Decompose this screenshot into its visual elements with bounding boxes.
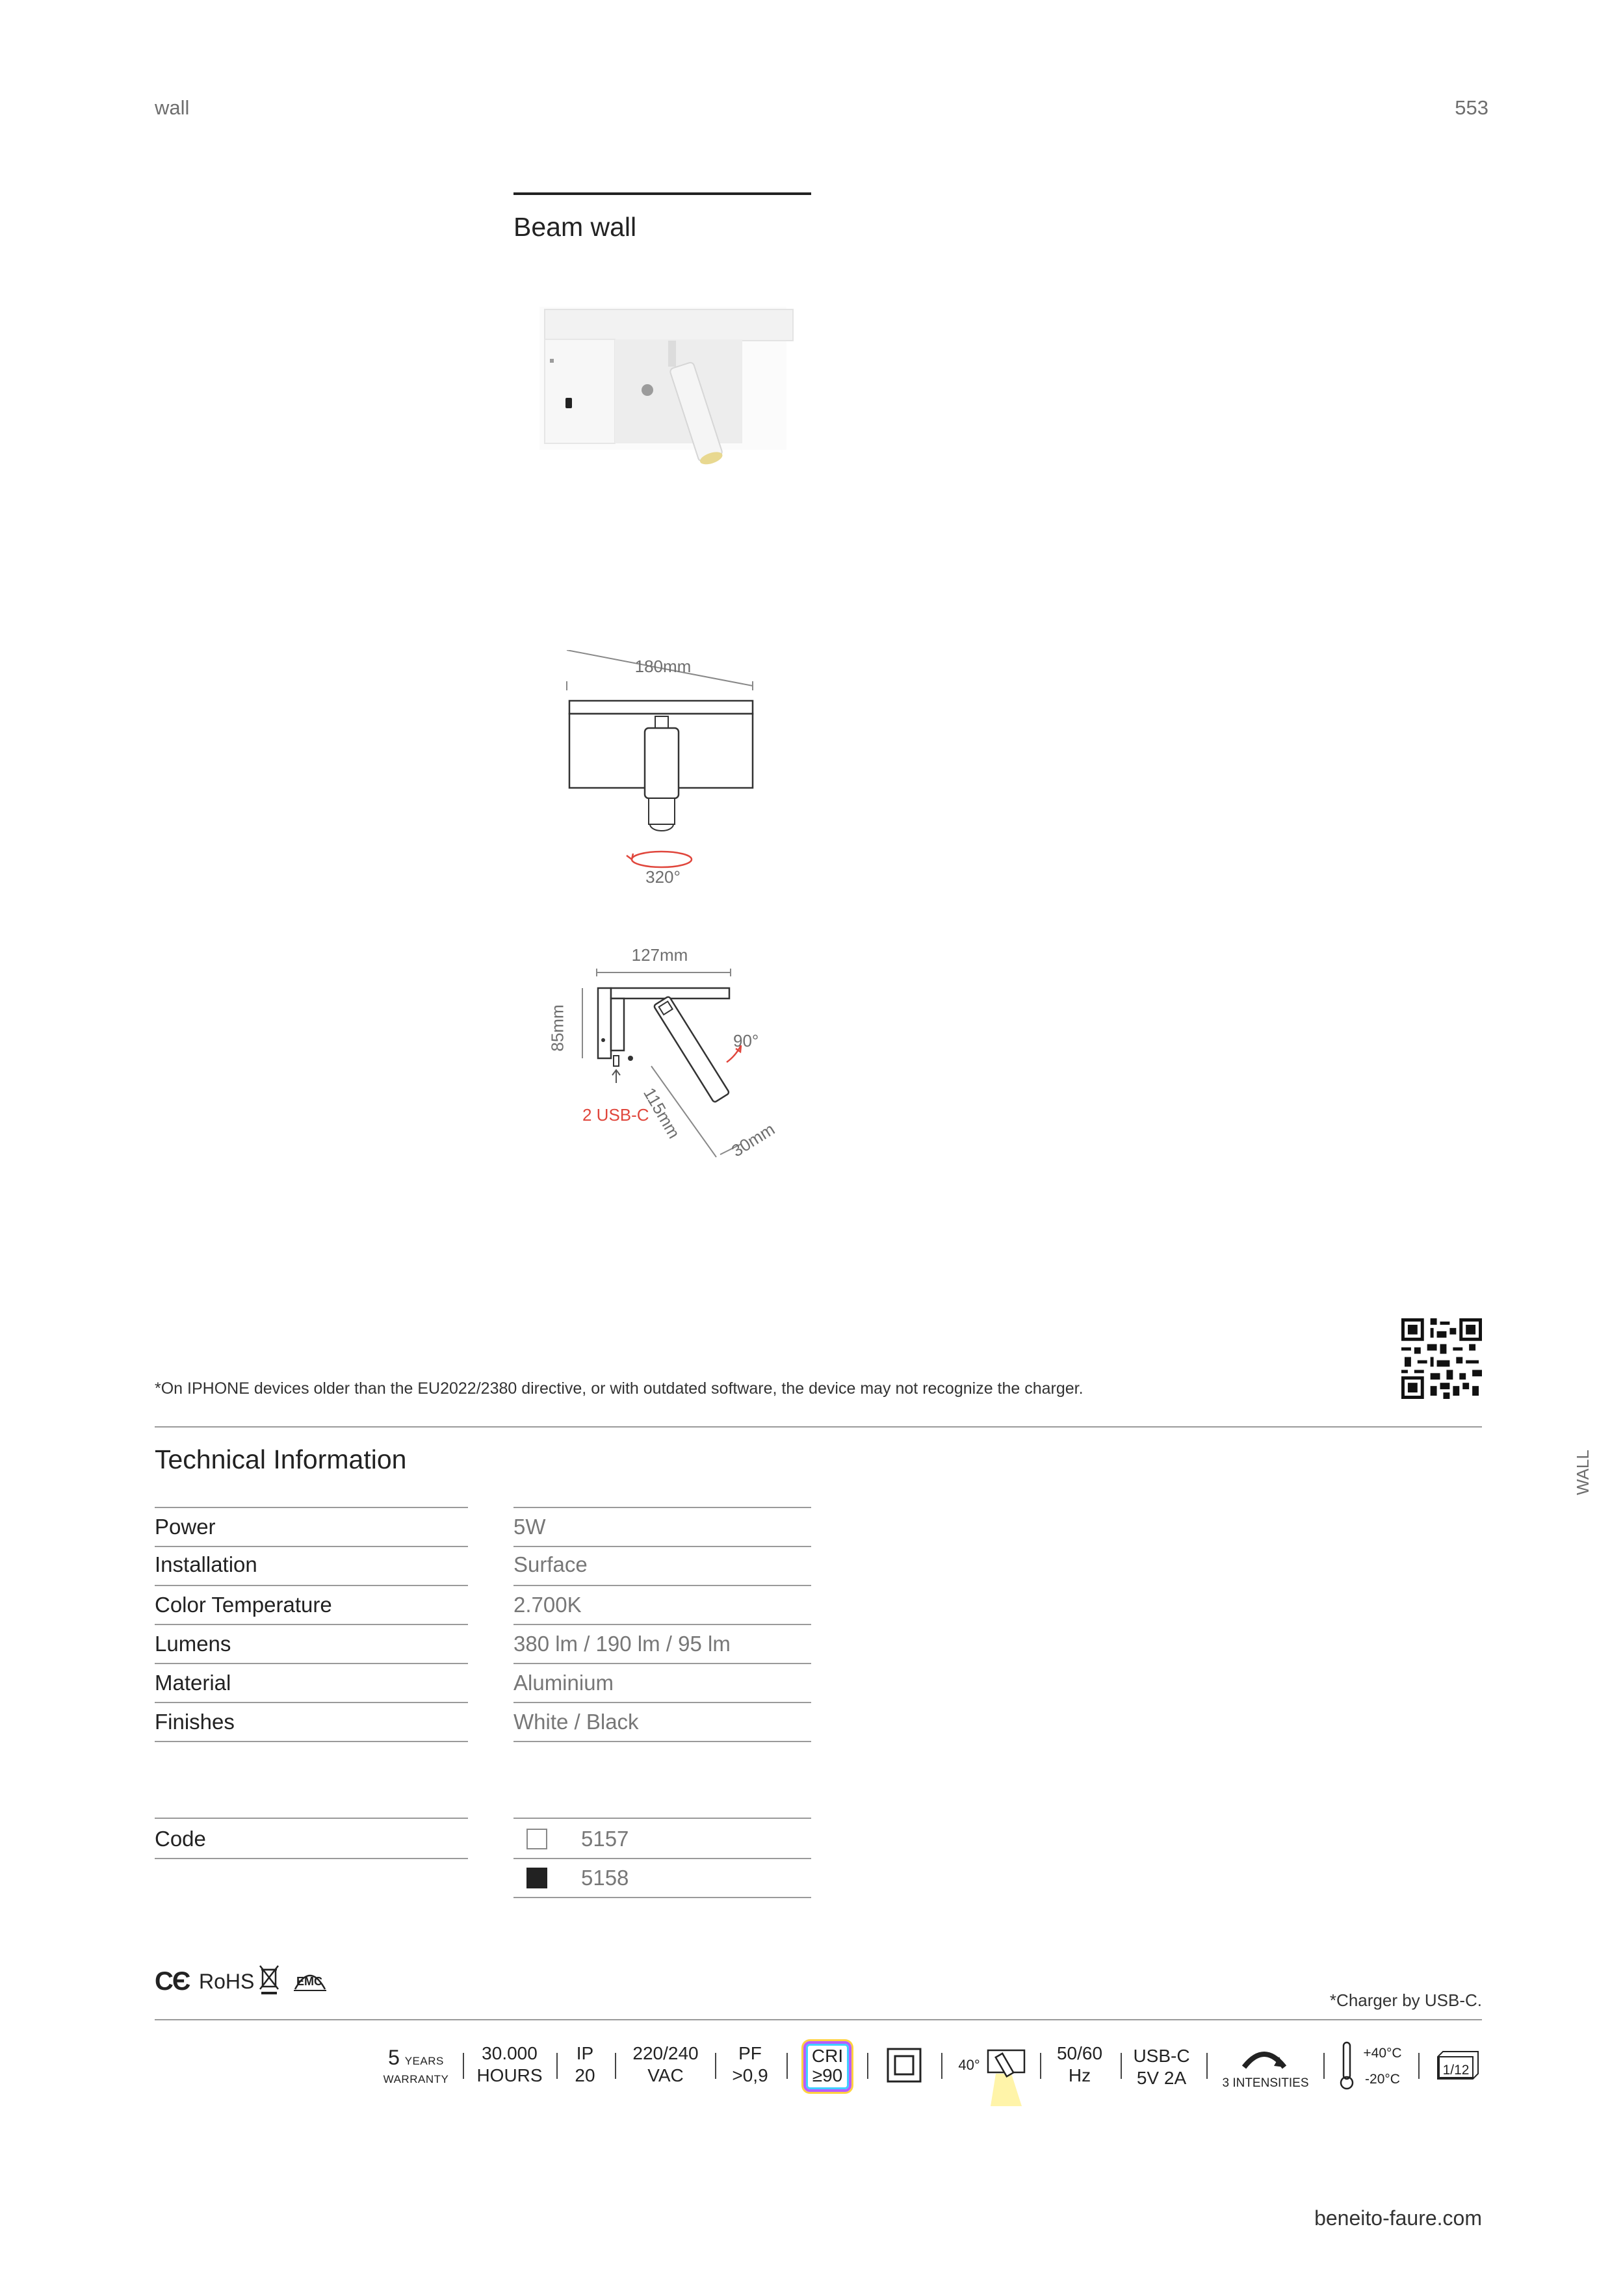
code-label: Code — [155, 1827, 206, 1851]
tech-row-value: White / Black — [513, 1710, 639, 1734]
badge-separator — [1040, 2053, 1041, 2079]
code-white: 5157 — [581, 1827, 629, 1851]
temp-min: -20°C — [1365, 2072, 1400, 2087]
ip-label: IP — [576, 2043, 594, 2063]
tech-row-value: 380 lm / 190 lm / 95 lm — [513, 1632, 731, 1656]
code-rule-right-bottom — [513, 1897, 811, 1898]
tech-rule-left — [155, 1624, 468, 1625]
cri-label: CRI — [811, 2046, 844, 2066]
tech-row-label: Lumens — [155, 1632, 231, 1656]
tech-title: Technical Information — [155, 1444, 407, 1474]
badge-separator — [786, 2053, 788, 2079]
black-finish-swatch — [526, 1868, 547, 1888]
front-dimension-diagram — [559, 650, 767, 900]
weee-bin-icon — [257, 1963, 281, 1996]
iphone-footnote: *On IPHONE devices older than the EU2022/2380 directive, or with outdated software, the device may not recognize the charger. — [155, 1379, 1084, 1398]
warranty-unit: YEARS — [404, 2055, 444, 2067]
emc-label: EMC — [296, 1975, 322, 1988]
tech-row-label: Material — [155, 1671, 231, 1695]
badge-separator — [1121, 2053, 1122, 2079]
rotation-label: 320° — [645, 867, 681, 887]
tech-rule-right — [513, 1663, 811, 1664]
voltage-value: 220/240 — [632, 2043, 699, 2063]
tech-row-label: Installation — [155, 1552, 257, 1576]
ce-mark-icon: CЄ — [155, 1967, 190, 1996]
temp-max: +40°C — [1363, 2046, 1402, 2061]
class-ii-icon — [887, 2048, 922, 2083]
pf-badge — [724, 2042, 776, 2087]
side-tab: WALL — [1573, 1450, 1592, 1495]
warranty-badge — [380, 2046, 452, 2087]
page-number: 553 — [1455, 96, 1488, 119]
side-height-label: 85mm — [547, 1004, 567, 1052]
tech-row-value: 5W — [513, 1515, 546, 1539]
tech-rule-right-0 — [513, 1507, 811, 1508]
tech-rule-right — [513, 1702, 811, 1703]
hours-badge — [472, 2042, 547, 2087]
warranty-number: 5 — [388, 2046, 400, 2069]
badge-separator — [1206, 2053, 1208, 2079]
rohs-label: RoHS — [199, 1970, 255, 1993]
tech-rule-left — [155, 1741, 468, 1742]
badge-separator — [556, 2053, 558, 2079]
ip-badge — [564, 2042, 606, 2087]
warranty-label: WARRANTY — [383, 2073, 449, 2085]
usb-value: 5V 2A — [1136, 2068, 1187, 2088]
pf-label: PF — [738, 2043, 762, 2063]
tech-rule-right — [513, 1585, 811, 1586]
voltage-badge — [624, 2042, 707, 2087]
section-divider — [155, 1426, 1482, 1428]
tech-rule-left-0 — [155, 1507, 468, 1508]
frequency-badge — [1049, 2042, 1110, 2087]
section-label: wall — [155, 96, 190, 119]
tech-row-label: Finishes — [155, 1710, 235, 1734]
hours-value: 30.000 — [482, 2043, 538, 2063]
beam-angle-value: 40° — [958, 2057, 980, 2073]
white-finish-swatch — [526, 1829, 547, 1849]
tech-rule-right — [513, 1741, 811, 1742]
code-black: 5158 — [581, 1866, 629, 1890]
tech-rule-left — [155, 1546, 468, 1547]
arm-length-label: 115mm — [640, 1084, 684, 1142]
usb-label: USB-C — [1133, 2046, 1190, 2066]
side-depth-label: 127mm — [631, 945, 688, 965]
title-rule — [513, 192, 811, 195]
tech-rule-right — [513, 1546, 811, 1547]
tech-rule-right — [513, 1624, 811, 1625]
freq-label: Hz — [1068, 2065, 1091, 2085]
product-title: Beam wall — [513, 212, 637, 242]
tech-rule-left — [155, 1702, 468, 1703]
code-rule-left-top — [155, 1818, 468, 1819]
intensities-label: 3 INTENSITIES — [1222, 2076, 1309, 2090]
badge-separator — [1418, 2053, 1420, 2079]
tech-row-label: Color Temperature — [155, 1593, 332, 1617]
cert-divider — [155, 2019, 1482, 2020]
code-rule-left-bottom — [155, 1858, 468, 1859]
product-photo — [533, 300, 799, 482]
tech-row-value: Surface — [513, 1552, 588, 1576]
tilt-label: 90° — [733, 1031, 759, 1050]
voltage-label: VAC — [647, 2065, 684, 2085]
scale-label: 1/12 — [1442, 2063, 1470, 2078]
badge-separator — [941, 2053, 942, 2079]
tech-rule-left — [155, 1663, 468, 1664]
qr-code[interactable] — [1401, 1318, 1482, 1399]
badge-separator — [867, 2053, 868, 2079]
dimmer-icon — [1240, 2044, 1288, 2070]
usb-badge — [1128, 2045, 1195, 2089]
front-width-label: 180mm — [634, 657, 692, 676]
tech-rule-left — [155, 1585, 468, 1586]
thermometer-icon — [1339, 2041, 1355, 2091]
hours-label: HOURS — [476, 2065, 543, 2085]
ip-value: 20 — [575, 2065, 595, 2085]
badge-separator — [1323, 2053, 1325, 2079]
code-rule-right-top — [513, 1818, 811, 1819]
tech-row-value: 2.700K — [513, 1593, 582, 1617]
tech-row-label: Power — [155, 1515, 216, 1539]
pf-value: >0,9 — [732, 2065, 768, 2085]
cri-value: ≥90 — [812, 2065, 843, 2085]
code-rule-right — [513, 1858, 811, 1859]
badge-separator — [463, 2053, 464, 2079]
beam-angle-icon — [987, 2048, 1027, 2107]
badge-separator — [615, 2053, 616, 2079]
website[interactable]: beneito-faure.com — [1314, 2206, 1482, 2230]
tech-row-value: Aluminium — [513, 1671, 614, 1695]
usb-port-label: 2 USB-C — [582, 1105, 649, 1125]
arm-diameter-label: 30mm — [728, 1119, 779, 1161]
charger-note: *Charger by USB-C. — [1329, 1990, 1482, 2010]
cri-badge — [803, 2041, 851, 2092]
freq-value: 50/60 — [1056, 2043, 1103, 2063]
badge-separator — [715, 2053, 716, 2079]
